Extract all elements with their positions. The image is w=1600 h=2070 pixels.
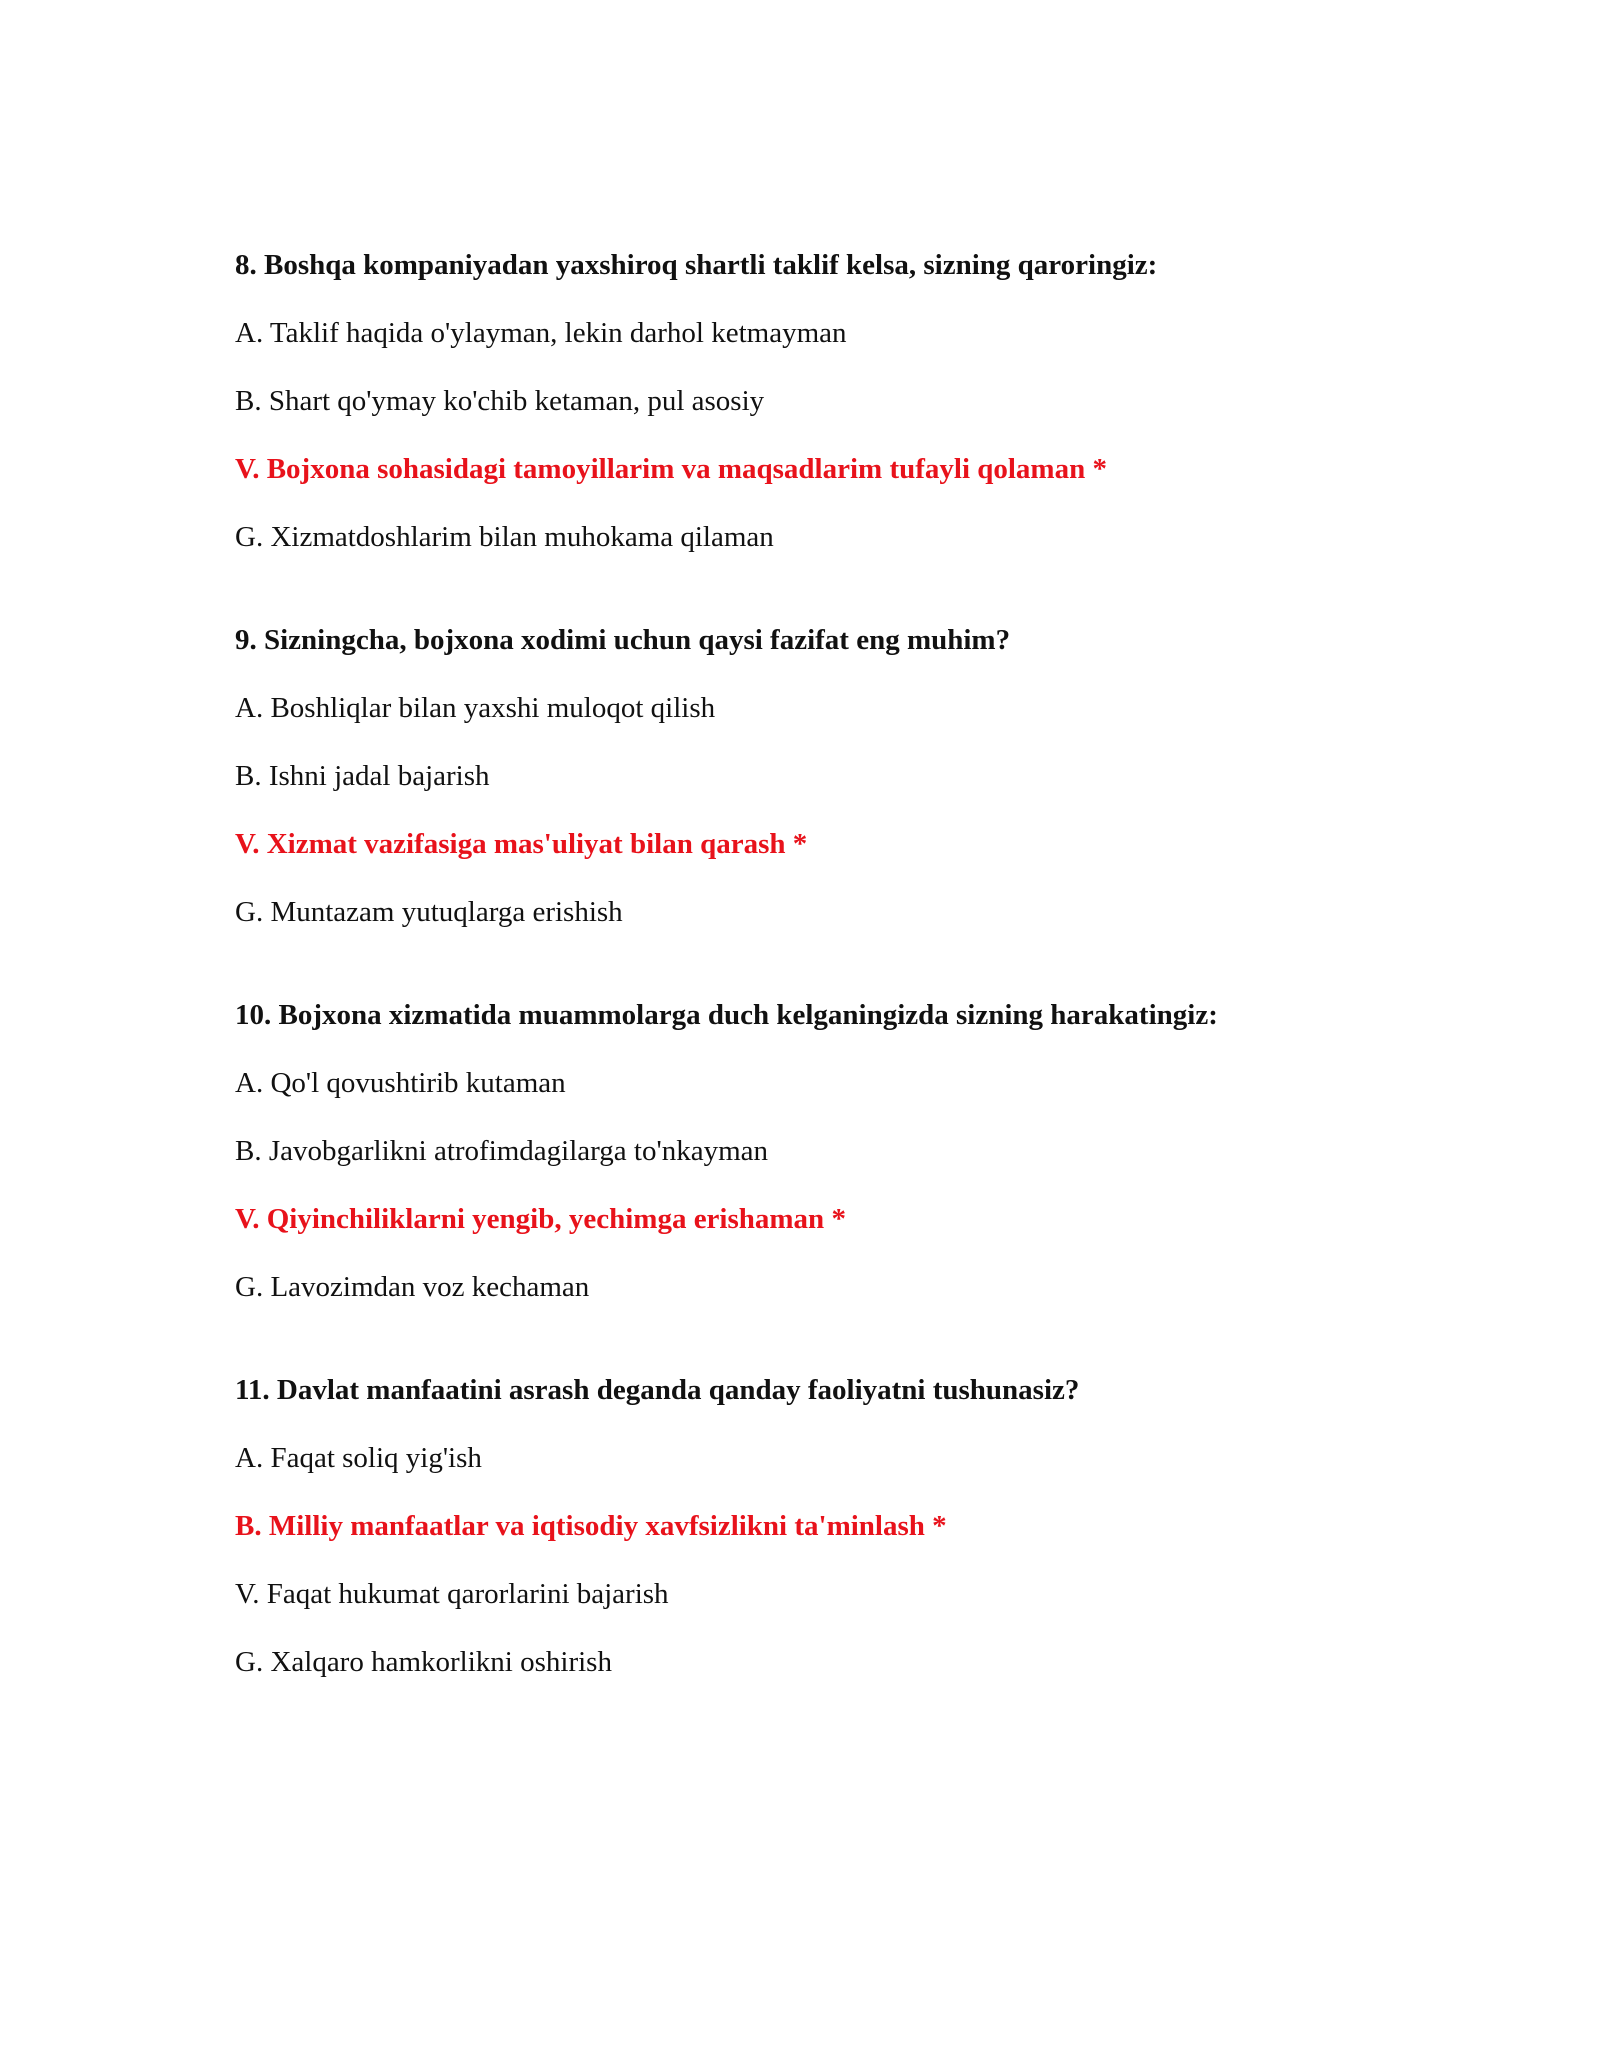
- question-block-10: [235, 998, 1535, 1304]
- question-block-8: [235, 248, 1535, 554]
- option-v: V. Faqat hukumat qarorlarini bajarish: [235, 1578, 669, 1610]
- document-page: [235, 248, 1535, 1679]
- option-g: G. Xalqaro hamkorlikni oshirish: [235, 1646, 612, 1678]
- option-v-correct-answer: V. Qiyinchiliklarni yengib, yechimga erishaman *: [235, 1203, 846, 1235]
- option-b: B. Javobgarlikni atrofimdagilarga to'nkayman: [235, 1135, 769, 1167]
- option-g: G. Xizmatdoshlarim bilan muhokama qilaman: [235, 521, 774, 553]
- option-v-correct-answer: V. Xizmat vazifasiga mas'uliyat bilan qarash *: [235, 828, 808, 860]
- option-g: G. Muntazam yutuqlarga erishish: [235, 896, 623, 928]
- option-v-correct-answer: V. Bojxona sohasidagi tamoyillarim va maqsadlarim tufayli qolaman *: [235, 453, 1107, 485]
- option-a: A. Taklif haqida o'ylayman, lekin darhol ketmayman: [235, 317, 847, 349]
- option-a: A. Qo'l qovushtirib kutaman: [235, 1067, 566, 1099]
- option-b-correct-answer: B. Milliy manfaatlar va iqtisodiy xavfsizlikni ta'minlash *: [235, 1510, 947, 1542]
- question-block-9: [235, 623, 1535, 929]
- option-a: A. Faqat soliq yig'ish: [235, 1442, 482, 1474]
- question-title: 8. Boshqa kompaniyadan yaxshiroq shartli taklif kelsa, sizning qaroringiz:: [235, 249, 1158, 281]
- question-title: 9. Sizningcha, bojxona xodimi uchun qaysi fazifat eng muhim?: [235, 624, 1011, 656]
- question-title: 10. Bojxona xizmatida muammolarga duch kelganingizda sizning harakatingiz:: [235, 999, 1218, 1031]
- question-title: 11. Davlat manfaatini asrash deganda qanday faoliyatni tushunasiz?: [235, 1374, 1080, 1406]
- option-b: B. Shart qo'ymay ko'chib ketaman, pul asosiy: [235, 385, 765, 417]
- option-b: B. Ishni jadal bajarish: [235, 760, 490, 792]
- question-block-11: [235, 1373, 1535, 1679]
- option-a: A. Boshliqlar bilan yaxshi muloqot qilish: [235, 692, 716, 724]
- option-g: G. Lavozimdan voz kechaman: [235, 1271, 590, 1303]
